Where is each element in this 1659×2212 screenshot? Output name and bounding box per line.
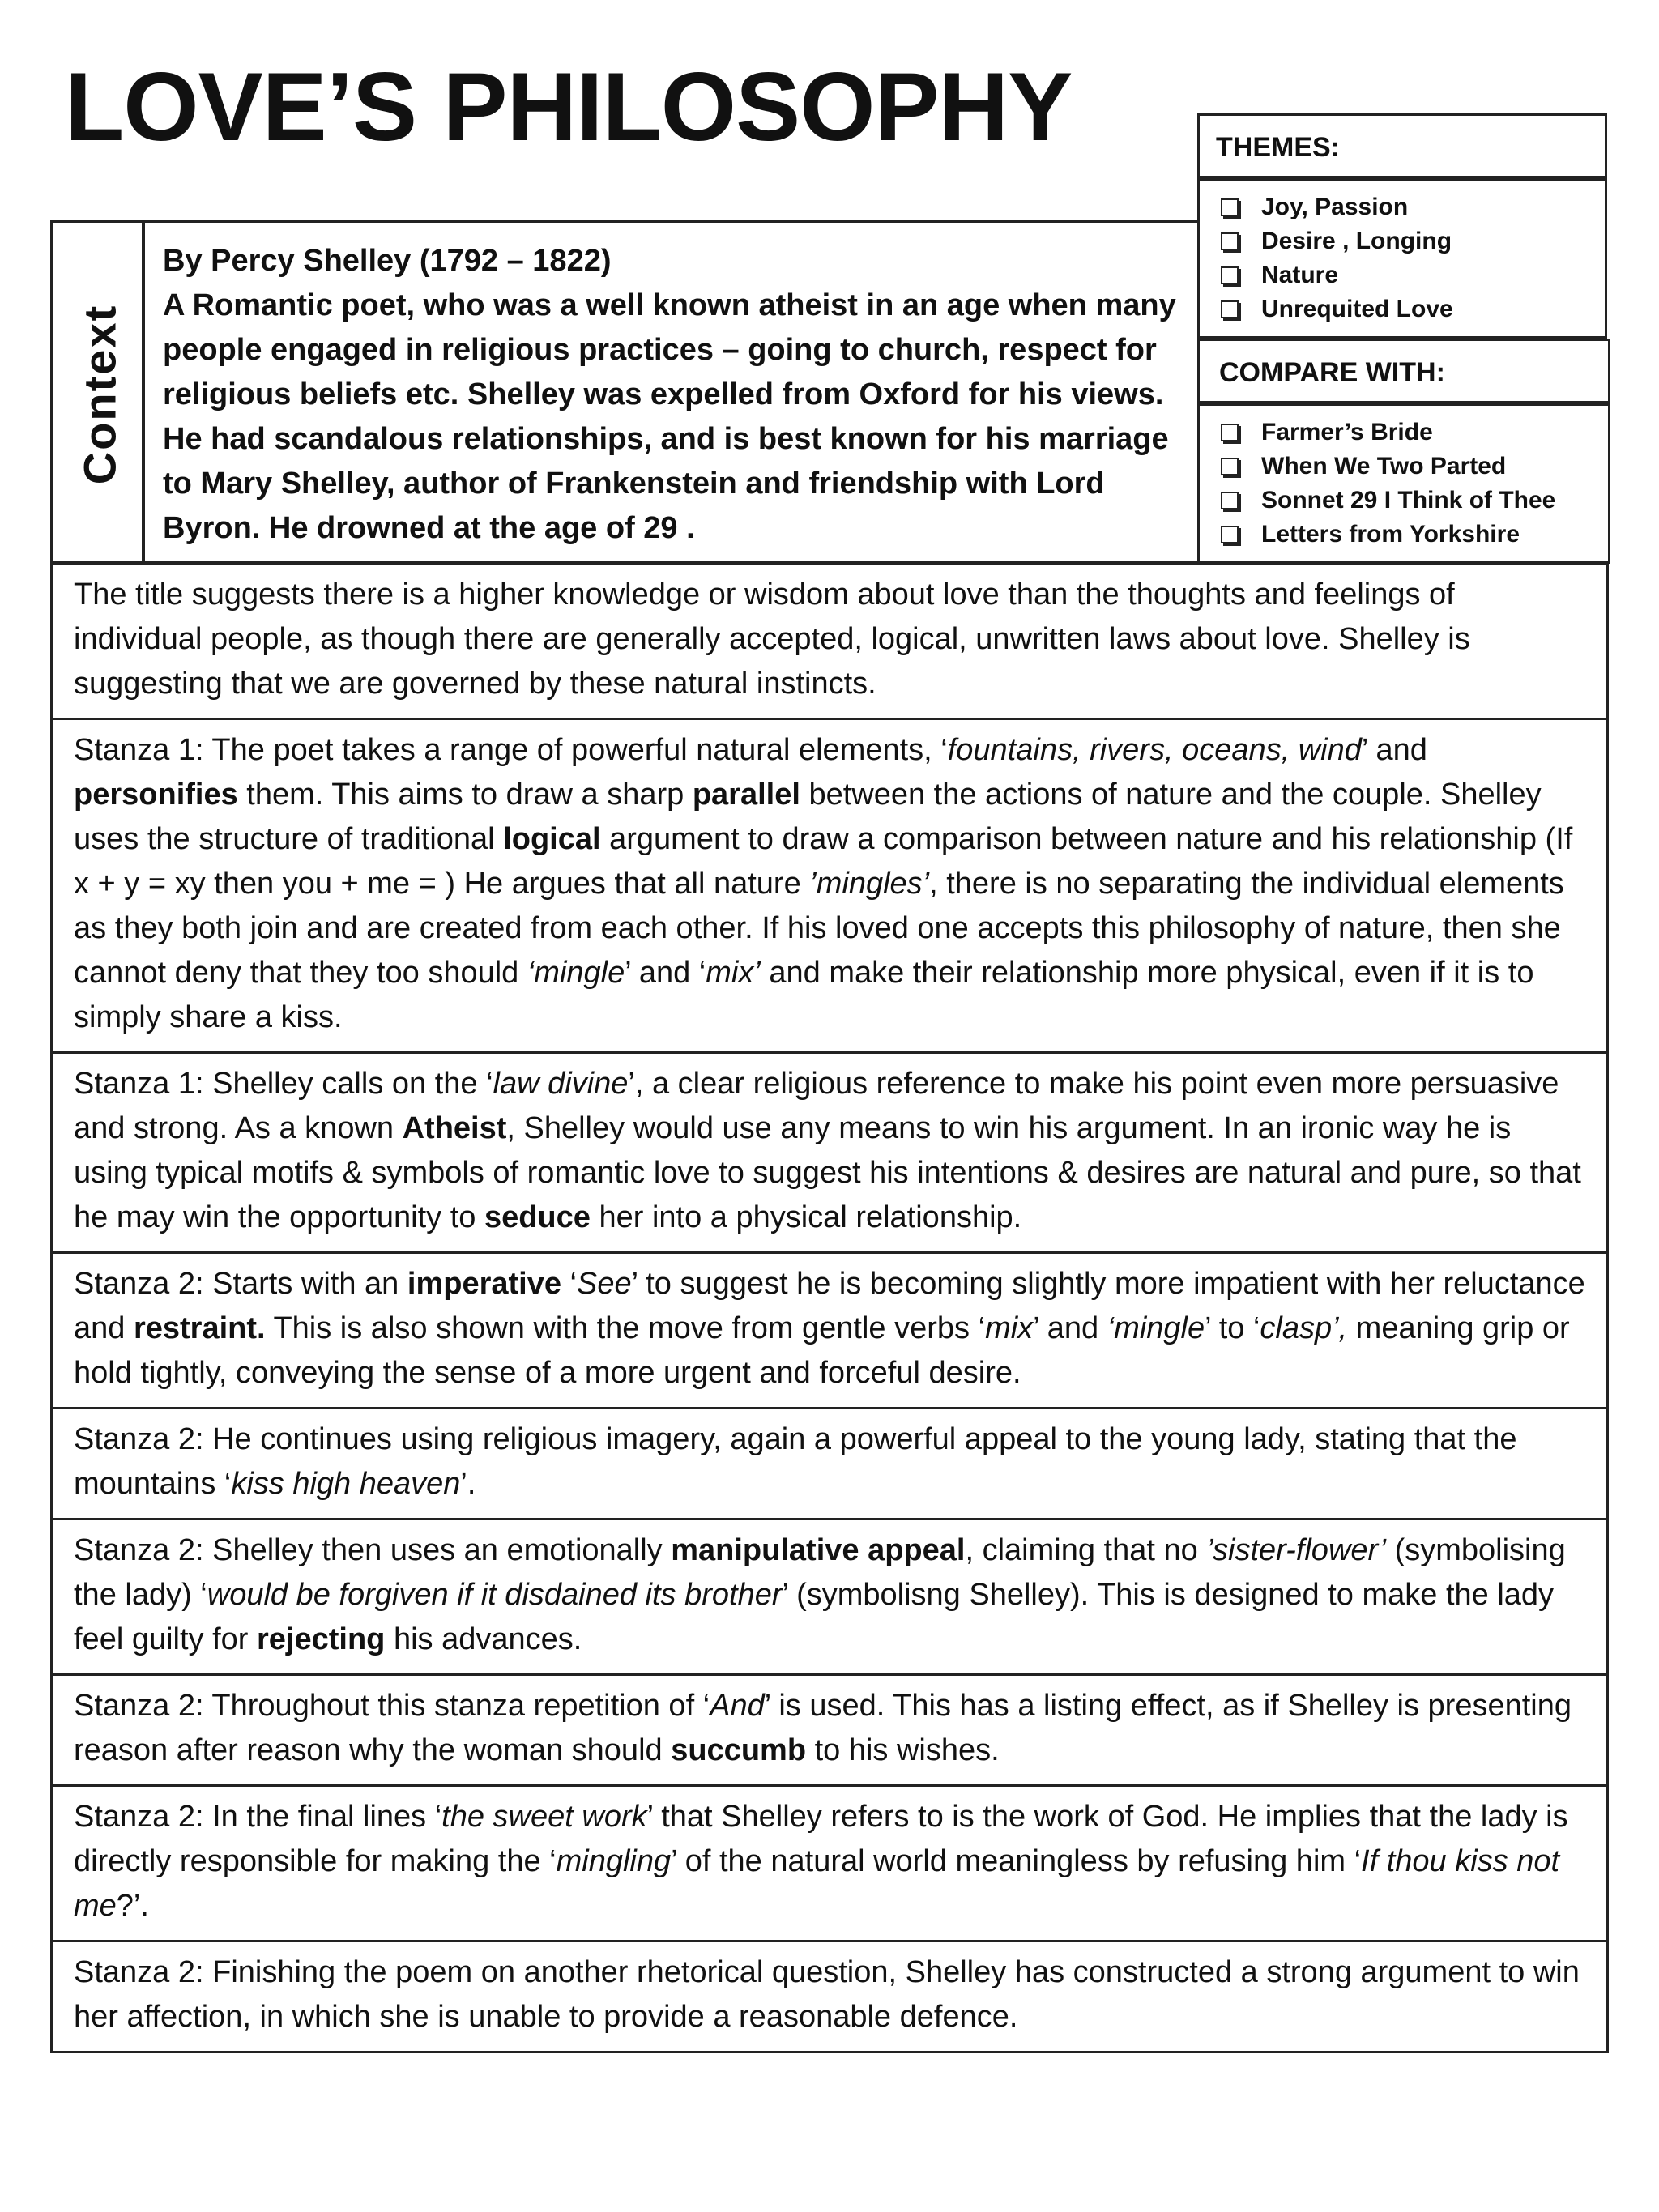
note-quote: ’sister-flower’: [1206, 1533, 1387, 1567]
checkbox-icon: [1221, 232, 1239, 250]
checkbox-icon: [1221, 300, 1239, 318]
note-quote: law divine: [493, 1067, 629, 1101]
theme-item: Desire , Longing: [1221, 224, 1590, 258]
note-run: Stanza 2: Finishing the poem on another rhetorical question, Shelley has constructed a strong argument to win her affection, in which she is unable to provide a reasonable defence.: [74, 1955, 1580, 2034]
note-run: argument to draw a comparison between nature and his relationship (If x + y = xy then you + me = ) He argues that all nature: [74, 822, 1573, 901]
note-quote: the sweet work: [441, 1800, 647, 1834]
notes-list: [50, 562, 1609, 2053]
checkbox-icon: [1221, 424, 1239, 441]
note-run: Stanza 2: Shelley then uses an emotionally: [74, 1533, 672, 1567]
note-text: [74, 1262, 1585, 1396]
note-box: [50, 1676, 1609, 1787]
note-run: between the actions of nature and the couple. Shelley uses the structure of traditional: [74, 778, 1542, 856]
compare-item: Farmer’s Bride: [1221, 416, 1593, 450]
note-run: to his wishes.: [806, 1733, 1000, 1767]
note-text: [74, 1528, 1585, 1662]
note-run: , claiming that no: [965, 1533, 1207, 1567]
note-bold-term: manipulative appeal: [671, 1533, 966, 1567]
checkbox-icon: [1221, 492, 1239, 509]
note-text: [74, 1950, 1585, 2039]
note-quote: mingling: [556, 1844, 672, 1878]
note-box: [50, 1942, 1609, 2053]
note-run: his advances.: [385, 1622, 582, 1656]
context-body: A Romantic poet, who was a well known atheist in an age when many people engaged in religious practices – going to church, respect for religious beliefs etc. Shelley was expelled from Oxford for his views. He had scandalous relationships, and is best known for his marriage to Mary Shelley, author of Frankenstein and friendship with Lord Byron. He drowned at the age of 29 .: [163, 288, 1176, 545]
note-run: her into a physical relationship.: [590, 1200, 1022, 1234]
note-quote: would be forgiven if it disdained its brother: [207, 1578, 783, 1612]
note-bold-term: Atheist: [402, 1111, 507, 1145]
note-run: (symbolising the lady) ‘: [74, 1533, 1566, 1612]
theme-item: Joy, Passion: [1221, 190, 1590, 224]
theme-item: Unrequited Love: [1221, 292, 1590, 326]
note-bold-term: rejecting: [257, 1622, 386, 1656]
note-quote: See: [576, 1267, 632, 1301]
note-run: ’ of the natural world meaningless by refusing him ‘: [671, 1844, 1362, 1878]
context-label-box: [50, 220, 144, 564]
note-bold-term: succumb: [671, 1733, 807, 1767]
note-text: [74, 1062, 1585, 1240]
note-run: This is also shown with the move from gentle verbs ‘: [265, 1311, 986, 1345]
note-run: ’ that Shelley refers to is the work of God. He implies that the lady is directly responsible for making the ‘: [74, 1800, 1568, 1878]
note-run: ’.: [460, 1467, 476, 1501]
note-run: ’ to ‘: [1205, 1311, 1260, 1345]
note-quote: kiss high heaven: [231, 1467, 461, 1501]
note-text: [74, 573, 1585, 706]
compare-heading-label: COMPARE WITH:: [1219, 357, 1445, 388]
note-run: and make their relationship more physical, even if it is to simply share a kiss.: [74, 956, 1534, 1034]
note-run: ’ and ‘: [625, 956, 706, 990]
checkbox-icon: [1221, 198, 1239, 216]
note-run: ’, a clear religious reference to make his point even more persuasive and strong. As a known: [74, 1067, 1559, 1145]
note-run: The title suggests there is a higher knowledge or wisdom about love than the thoughts and feelings of individual people, as though there are generally accepted, logical, unwritten laws about love. Shelley is suggesting that we are governed by these natural instincts.: [74, 578, 1470, 701]
compare-item: Letters from Yorkshire: [1221, 518, 1593, 552]
compare-list: [1197, 403, 1610, 564]
checkbox-icon: [1221, 458, 1239, 475]
context-text-box: [143, 220, 1200, 564]
note-quote: ’mingles’: [809, 867, 930, 901]
theme-item: Nature: [1221, 258, 1590, 292]
note-run: Stanza 1: The poet takes a range of powerful natural elements, ‘: [74, 733, 948, 767]
note-run: ’ to suggest he is becoming slightly more impatient with her reluctance and: [74, 1267, 1585, 1345]
note-bold-term: personifies: [74, 778, 238, 812]
context-label: Context: [74, 304, 126, 485]
context-byline: By Percy Shelley (1792 – 1822): [163, 244, 612, 278]
note-quote: If thou kiss not me: [74, 1844, 1560, 1923]
note-bold-term: imperative: [407, 1267, 561, 1301]
themes-list: [1197, 178, 1607, 339]
note-text: [74, 1417, 1585, 1507]
compare-heading: [1197, 339, 1610, 403]
note-quote: mix: [985, 1311, 1034, 1345]
page-title: LOVE’S PHILOSOPHY: [65, 53, 1073, 161]
note-run: Stanza 2: Starts with an: [74, 1267, 407, 1301]
note-quote: ‘mingle: [527, 956, 625, 990]
note-run: ’ is used. This has a listing effect, as if Shelley is presenting reason after reason why the woman should: [74, 1689, 1572, 1767]
note-quote: ‘mingle: [1107, 1311, 1205, 1345]
note-run: ’ (symbolisng Shelley). This is designed to make the lady feel guilty for: [74, 1578, 1555, 1656]
note-quote: And: [710, 1689, 765, 1723]
note-run: them. This aims to draw a sharp: [237, 778, 693, 812]
note-box: [50, 562, 1609, 720]
note-box: [50, 1254, 1609, 1409]
note-text: [74, 1684, 1585, 1773]
note-run: Stanza 2: He continues using religious imagery, again a powerful appeal to the young lady, stating that the mountains ‘: [74, 1422, 1517, 1501]
checkbox-icon: [1221, 266, 1239, 284]
note-run: , there is no separating the individual elements as they both join and are created from each other. If his loved one accepts this philosophy of nature, then she cannot deny that they too should: [74, 867, 1564, 990]
note-box: [50, 720, 1609, 1054]
note-text: [74, 1795, 1585, 1929]
checkbox-icon: [1221, 526, 1239, 543]
note-box: [50, 1409, 1609, 1520]
compare-item: Sonnet 29 I Think of Thee: [1221, 484, 1593, 518]
note-run: ’ and: [1361, 733, 1427, 767]
note-run: ‘: [561, 1267, 577, 1301]
themes-heading: [1197, 113, 1607, 178]
note-quote: mix’: [706, 956, 761, 990]
note-run: ’ and: [1033, 1311, 1107, 1345]
note-bold-term: logical: [503, 822, 601, 856]
note-box: [50, 1520, 1609, 1676]
note-bold-term: restraint.: [133, 1311, 266, 1345]
note-run: Stanza 2: Throughout this stanza repetition of ‘: [74, 1689, 710, 1723]
note-quote: clasp’,: [1260, 1311, 1348, 1345]
note-bold-term: seduce: [484, 1200, 591, 1234]
compare-item: When We Two Parted: [1221, 450, 1593, 484]
note-box: [50, 1787, 1609, 1942]
note-bold-term: parallel: [692, 778, 800, 812]
note-run: , Shelley would use any means to win his argument. In an ironic way he is using typical motifs & symbols of romantic love to suggest his intentions & desires are natural and pure, so that he may win the opportunity to: [74, 1111, 1581, 1234]
note-box: [50, 1054, 1609, 1254]
themes-heading-label: THEMES:: [1216, 132, 1340, 163]
note-run: ?’.: [116, 1889, 149, 1923]
note-run: Stanza 2: In the final lines ‘: [74, 1800, 442, 1834]
note-run: Stanza 1: Shelley calls on the ‘: [74, 1067, 493, 1101]
note-run: meaning grip or hold tightly, conveying the sense of a more urgent and forceful desire.: [74, 1311, 1570, 1390]
note-text: [74, 728, 1585, 1040]
note-quote: fountains, rivers, oceans, wind: [947, 733, 1362, 767]
